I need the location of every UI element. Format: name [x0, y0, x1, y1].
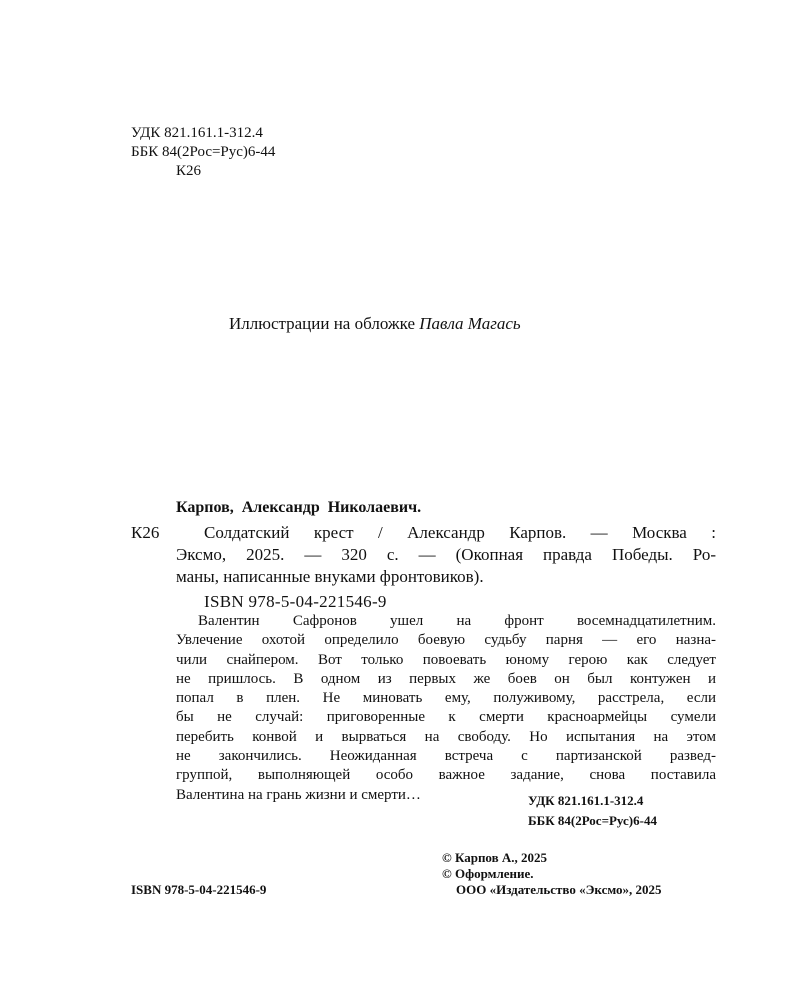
annotation-line: Валентин Сафронов ушел на фронт восемнадцатилетним. — [198, 613, 716, 629]
annotation-line: не закончились. Неожиданная встреча с партизанской развед- — [176, 748, 716, 765]
annotation — [176, 612, 716, 805]
copyright-publisher: ООО «Издательство «Эксмо», 2025 — [456, 882, 662, 897]
catalog-code: К26 — [131, 523, 160, 542]
catalog-author: Карпов, Александр Николаевич. — [176, 499, 422, 516]
catalog-isbn: ISBN 978-5-04-221546-9 — [204, 592, 387, 611]
annotation-line: перебить конвой и вырваться на свободу. Но испытания на этом — [176, 728, 716, 745]
annotation-line: чили снайпером. Вот только повоевать юному герою как следует — [176, 651, 716, 668]
udk-top: УДК 821.161.1-312.4 — [131, 125, 263, 141]
bbk-bottom: ББК 84(2Рос=Рус)6-44 — [528, 813, 657, 828]
illustrator-prefix: Иллюстрации на обложке — [229, 314, 416, 333]
catalog-desc-line-2: Эксмо, 2025. — 320 с. — (Окопная правда Победы. Ро- — [176, 545, 716, 564]
catalog-desc-line-1: Солдатский крест / Александр Карпов. — Москва : — [204, 523, 716, 542]
udk-bottom: УДК 821.161.1-312.4 — [528, 793, 644, 808]
catalog-desc-line-3: маны, написанные внуками фронтовиков). — [176, 567, 484, 586]
annotation-line: попал в плен. Не миновать ему, полуживому, расстрела, если — [176, 690, 716, 707]
author-code-top: К26 — [176, 163, 202, 179]
annotation-line: Валентина на грань жизни и смерти… — [176, 786, 421, 803]
annotation-line: не пришлось. В одном из первых же боев он был контужен и — [176, 670, 716, 687]
copyright-author: © Карпов А., 2025 — [442, 850, 548, 865]
isbn-bottom: ISBN 978-5-04-221546-9 — [131, 882, 267, 897]
annotation-line: группой, выполняющей особо важное задание, снова поставила — [176, 767, 716, 784]
annotation-line: бы не случай: приговоренные к смерти красноармейцы сумели — [176, 709, 716, 726]
bbk-top: ББК 84(2Рос=Рус)6-44 — [131, 144, 276, 160]
illustrator-credit — [229, 313, 521, 335]
annotation-line: Увлечение охотой определило боевую судьбу парня — его назна- — [176, 632, 716, 649]
copyright-design: © Оформление. — [442, 866, 534, 881]
illustrator-name: Павла Магась — [419, 314, 521, 333]
